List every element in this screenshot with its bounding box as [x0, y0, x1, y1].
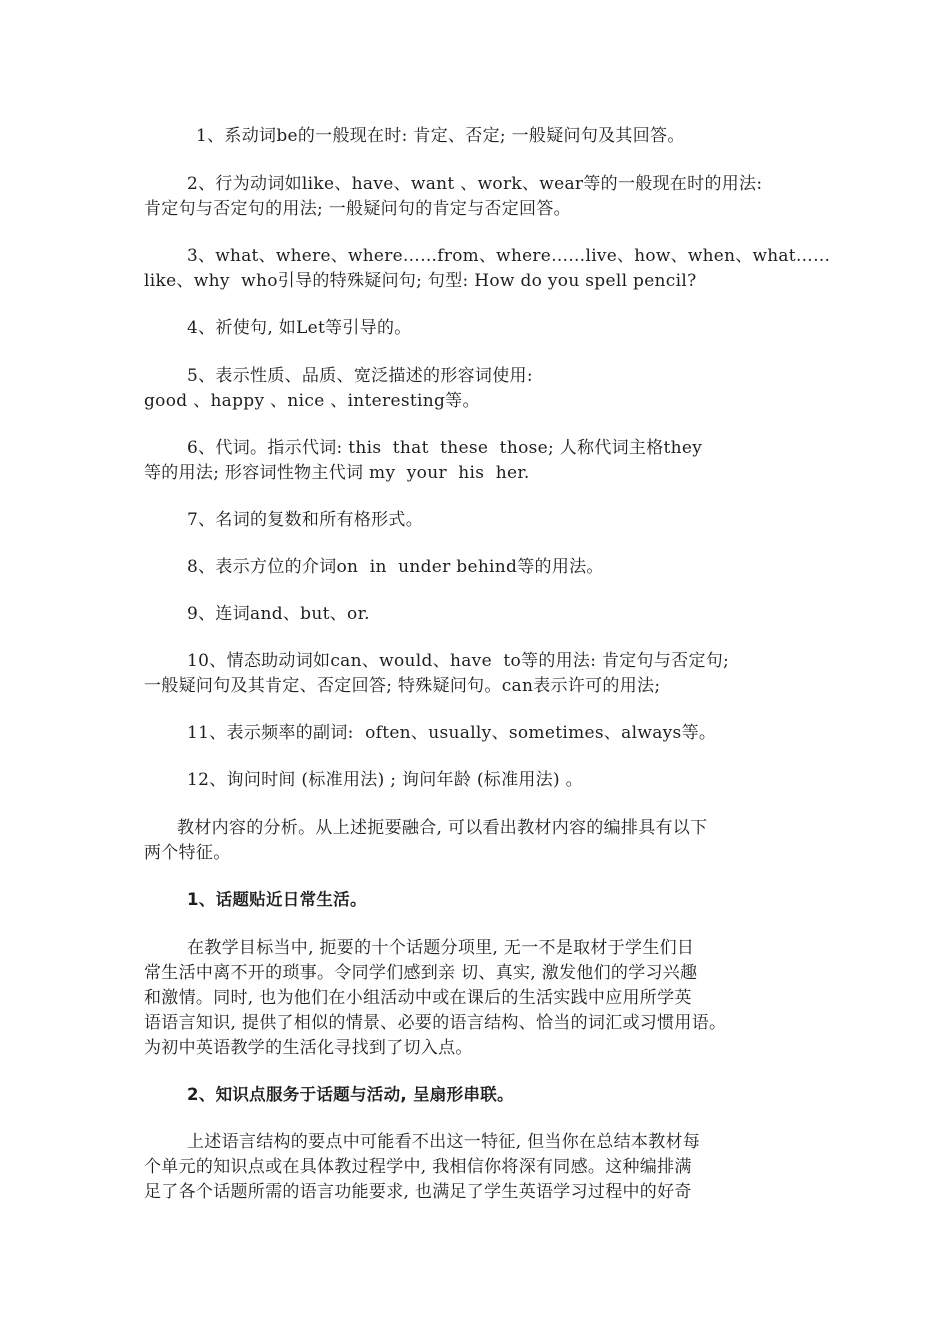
- text-line: 为初中英语教学的生活化寻找到了切入点。: [144, 1038, 473, 1058]
- section-heading: 2、知识点服务于话题与活动, 呈扇形串联。: [187, 1085, 514, 1104]
- text-line: 2、行为动词如like、have、want 、work、wear等的一般现在时的用法:: [187, 174, 763, 194]
- section-heading: 1、话题贴近日常生活。: [187, 890, 367, 909]
- text-line: 足了各个话题所需的语言功能要求, 也满足了学生英语学习过程中的好奇: [144, 1182, 692, 1202]
- text-line: 1、系动词be的一般现在时: 肯定、否定; 一般疑问句及其回答。: [196, 126, 685, 146]
- text-line: 肯定句与否定句的用法; 一般疑问句的肯定与否定回答。: [144, 199, 571, 219]
- text-line: 教材内容的分析。从上述扼要融合, 可以看出教材内容的编排具有以下: [177, 818, 708, 838]
- text-line: 3、what、where、where……from、where……live、how、when、what……: [187, 246, 831, 266]
- text-line: like、why who引导的特殊疑问句; 句型: How do you spell pencil?: [144, 271, 697, 291]
- text-line: 在教学目标当中, 扼要的十个话题分项里, 无一不是取材于学生们日: [187, 938, 695, 958]
- text-line: 等的用法; 形容词性物主代词 my your his her.: [144, 463, 530, 483]
- text-line: 常生活中离不开的琐事。令同学们感到亲 切、真实, 激发他们的学习兴趣: [144, 963, 698, 983]
- text-line: 上述语言结构的要点中可能看不出这一特征, 但当你在总结本教材每: [187, 1132, 701, 1152]
- text-line: 10、情态助动词如can、would、have to等的用法: 肯定句与否定句;: [187, 651, 730, 671]
- text-line: 6、代词。指示代词: this that these those; 人称代词主格they: [187, 438, 703, 458]
- text-line: 语语言知识, 提供了相似的情景、必要的语言结构、恰当的词汇或习惯用语。: [144, 1013, 727, 1033]
- text-line: 一般疑问句及其肯定、否定回答; 特殊疑问句。can表示许可的用法;: [144, 676, 661, 696]
- text-line: 9、连词and、but、or.: [187, 604, 370, 624]
- text-line: 11、表示频率的副词: often、usually、sometimes、always等。: [187, 723, 717, 743]
- text-line: 7、名词的复数和所有格形式。: [187, 510, 424, 530]
- text-line: 12、询问时间 (标准用法) ; 询问年龄 (标准用法) 。: [187, 770, 583, 790]
- text-line: good 、happy 、nice 、interesting等。: [144, 391, 480, 411]
- text-line: 5、表示性质、品质、宽泛描述的形容词使用:: [187, 366, 533, 386]
- text-line: 个单元的知识点或在具体教过程学中, 我相信你将深有同感。这种编排满: [144, 1157, 692, 1177]
- text-line: 和激情。同时, 也为他们在小组活动中或在课后的生活实践中应用所学英: [144, 988, 692, 1008]
- text-line: 8、表示方位的介词on in under behind等的用法。: [187, 557, 604, 577]
- text-line: 两个特征。: [144, 843, 231, 863]
- text-line: 4、祈使句, 如Let等引导的。: [187, 318, 412, 338]
